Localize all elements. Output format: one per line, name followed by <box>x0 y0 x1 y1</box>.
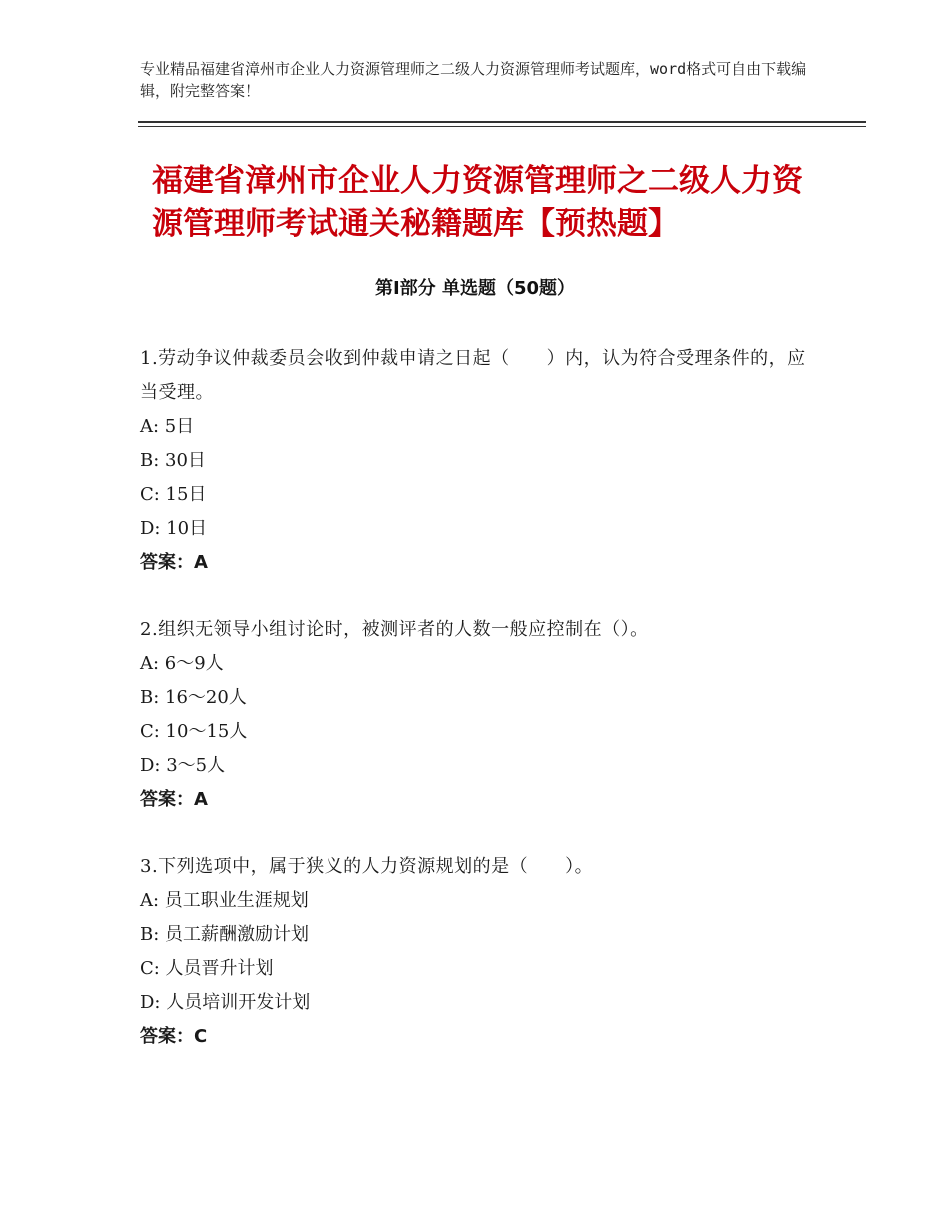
answer: 答案：A <box>140 552 208 573</box>
header-note: 专业精品福建省漳州市企业人力资源管理师之二级人力资源管理师考试题库，word格式可自由下载编辑，附完整答案！ <box>140 60 807 100</box>
option-c: C: 15日 <box>140 484 207 505</box>
option-d: D: 3～5人 <box>140 755 226 776</box>
option-d: D: 人员培训开发计划 <box>140 992 311 1013</box>
question-1 <box>140 342 820 580</box>
header-divider-thin <box>138 126 866 127</box>
document-title: 福建省漳州市企业人力资源管理师之二级人力资源管理师考试通关秘籍题库【预热题】 <box>152 163 803 242</box>
answer: 答案：C <box>140 1026 208 1047</box>
question-stem: 2.组织无领导小组讨论时，被测评者的人数一般应控制在（）。 <box>140 619 649 640</box>
option-a: A: 5日 <box>140 416 195 437</box>
answer: 答案：A <box>140 789 208 810</box>
option-b: B: 员工薪酬激励计划 <box>140 924 310 945</box>
header-divider-thick <box>138 121 866 123</box>
question-3 <box>140 850 820 1054</box>
option-a: A: 6～9人 <box>140 653 224 674</box>
option-c: C: 10～15人 <box>140 721 248 742</box>
option-b: B: 30日 <box>140 450 206 471</box>
option-a: A: 员工职业生涯规划 <box>140 890 309 911</box>
section-heading: 第Ⅰ部分 单选题（50题） <box>374 278 575 299</box>
question-stem: 1.劳动争议仲裁委员会收到仲裁申请之日起（ ）内，认为符合受理条件的，应当受理。 <box>140 348 806 403</box>
option-c: C: 人员晋升计划 <box>140 958 274 979</box>
option-d: D: 10日 <box>140 518 208 539</box>
question-stem: 3.下列选项中，属于狭义的人力资源规划的是（ ）。 <box>140 856 594 877</box>
question-2 <box>140 613 820 817</box>
option-b: B: 16～20人 <box>140 687 247 708</box>
question-list <box>140 342 820 1087</box>
